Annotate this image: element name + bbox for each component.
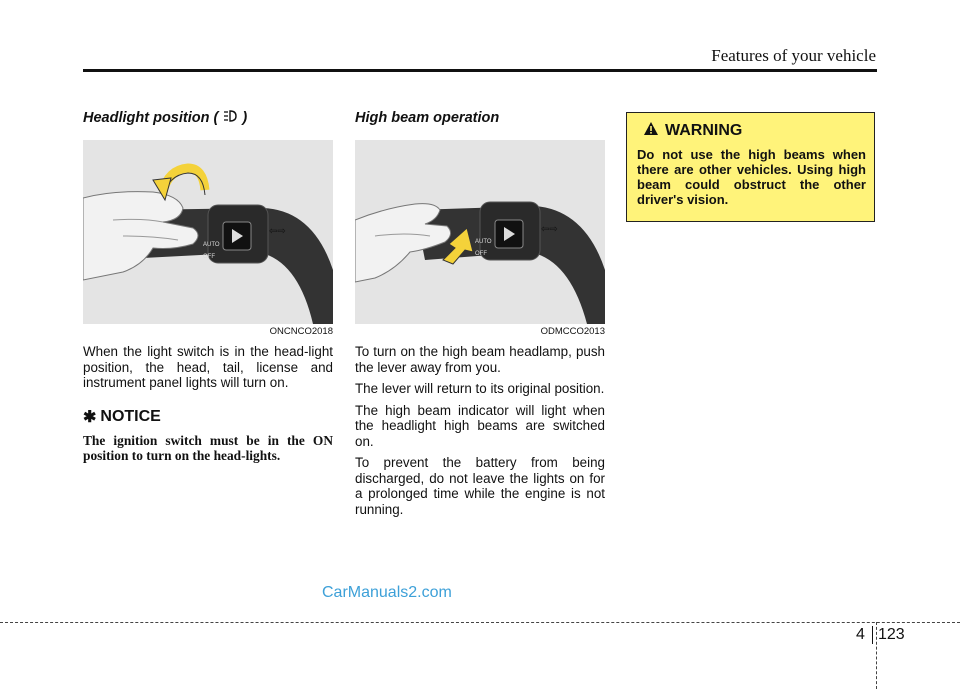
notice-icon: ✱ [83,408,97,426]
notice-heading [83,407,333,427]
warning-body: Do not use the high beams when there are other vehicles. Using high beam could obstruct the other driver's vision. [637,147,866,207]
notice-body: The ignition switch must be in the ON position to turn on the head-lights. [83,432,333,463]
high-beam-section [355,108,605,523]
footer-rule [0,622,960,623]
image-caption: ODMCCO2013 [540,326,605,337]
warning-box [626,112,875,222]
headlight-position-section [83,108,333,463]
svg-text:⇦⇨: ⇦⇨ [541,224,558,235]
body-paragraph: The high beam indicator will light when the headlight high beams are switched on. [355,402,605,449]
chapter-number: 4 [856,626,865,643]
image-caption: ONCNCO2018 [269,326,333,337]
notice-title: NOTICE [100,407,161,425]
svg-text:⇦⇨: ⇦⇨ [269,226,286,237]
body-paragraph: To prevent the battery from being discharged, do not leave the lights on for a prolonged time while the engine is not running. [355,455,605,517]
section-body [83,344,333,391]
section-body [355,344,605,517]
section-heading: High beam operation [355,110,500,126]
body-paragraph: To turn on the high beam headlamp, push the lever away from you. [355,344,605,375]
svg-text:OFF: OFF [475,251,487,257]
heading-suffix: ) [242,110,248,126]
warning-heading [643,121,866,141]
body-paragraph: The lever will return to its original position. [355,381,605,396]
warning-title: WARNING [665,122,743,139]
svg-text:AUTO: AUTO [203,242,220,248]
headlight-switch-photo [83,140,333,324]
page-number: 123 [878,626,905,643]
headlight-symbol-icon [222,109,238,127]
page-number-separator [872,626,873,644]
section-heading [83,108,333,128]
header-rule [83,69,877,72]
high-beam-lever-photo [355,140,605,324]
body-paragraph: When the light switch is in the head-light position, the head, tail, license and instrument panel lights will turn on. [83,344,333,390]
warning-triangle-icon [643,121,659,141]
heading-prefix: Headlight position ( [83,110,219,126]
svg-text:OFF: OFF [203,254,215,260]
section-title: Features of your vehicle [711,46,876,65]
watermark-link[interactable]: CarManuals2.com [322,584,452,601]
footer-vertical-rule [876,622,877,689]
svg-text:AUTO: AUTO [475,239,492,245]
